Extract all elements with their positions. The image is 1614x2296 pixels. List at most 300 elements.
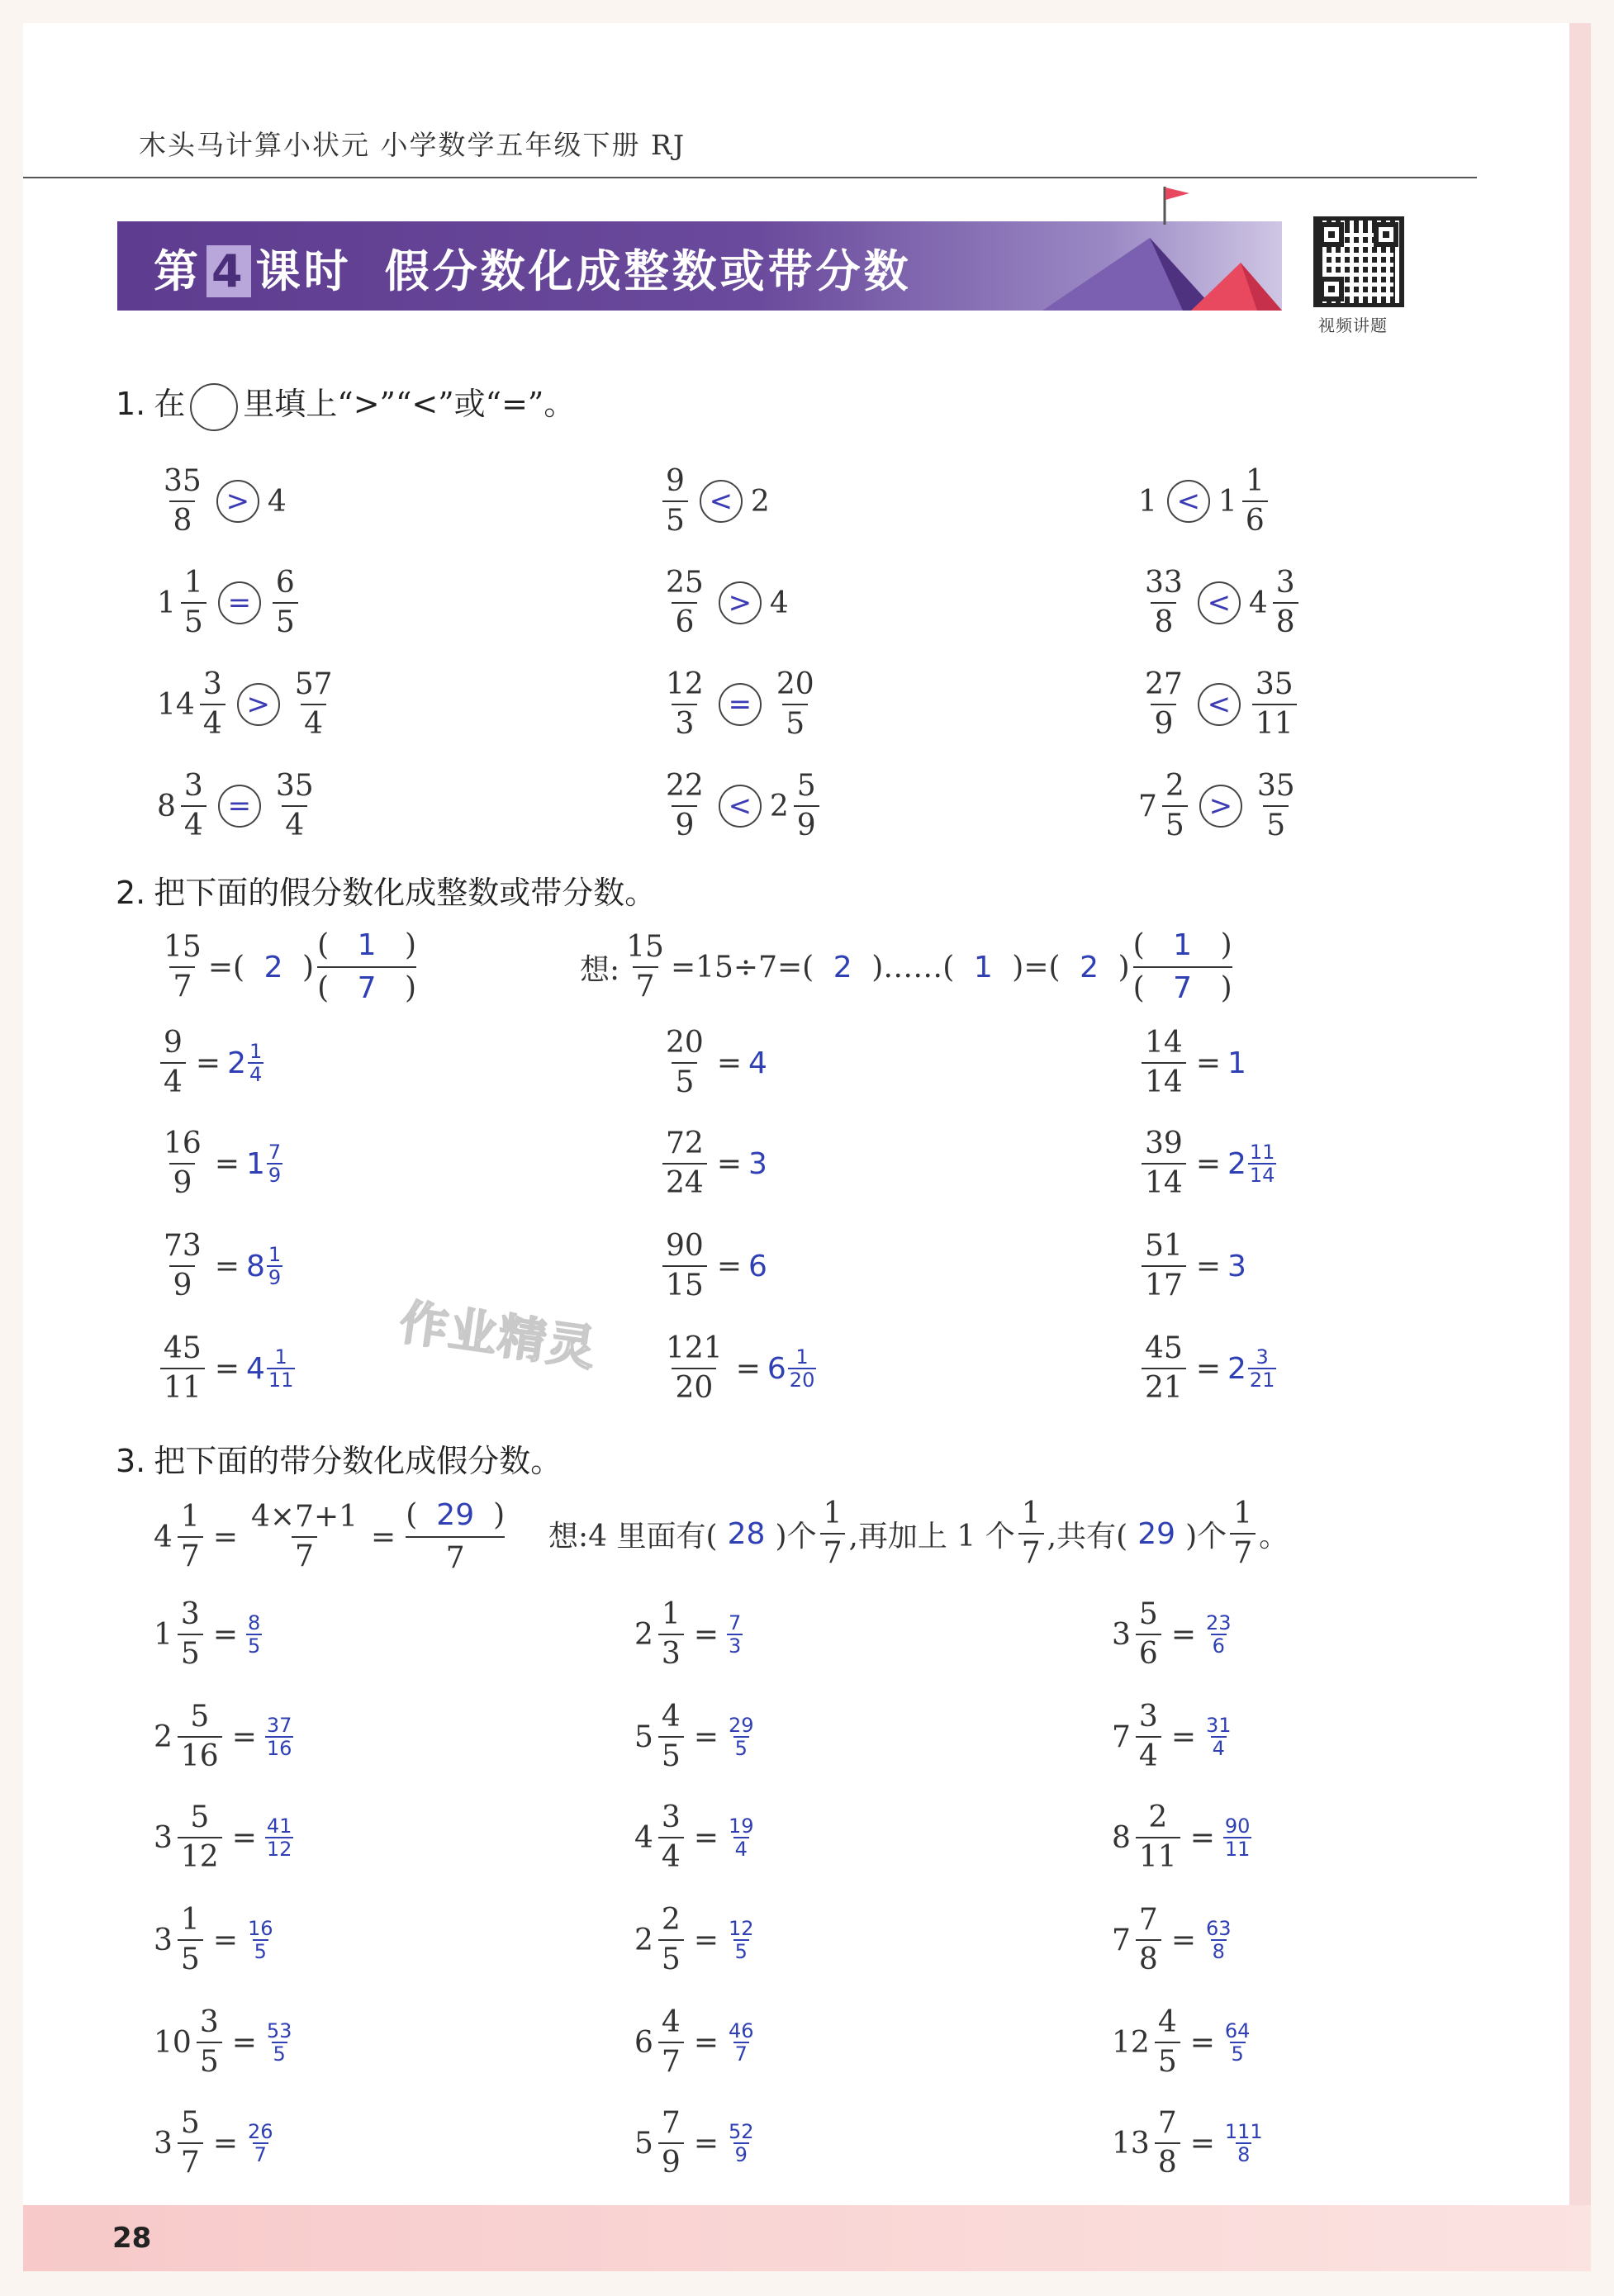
- fraction: [1162, 767, 1188, 845]
- answer-fraction: [246, 1918, 275, 1962]
- denominator: 5: [1162, 805, 1188, 845]
- denominator: 3: [672, 704, 697, 743]
- answer-numerator: 23: [1205, 1611, 1232, 1634]
- answer-denominator: 12: [266, 1838, 292, 1861]
- section-2-example: $\frac{15}{7}$ =( 2 ) ( 1 ) ( 7 ): [157, 925, 420, 1009]
- answer-whole: 6: [748, 1249, 767, 1283]
- answer-numerator: 111: [1224, 2120, 1263, 2143]
- whole-number: 4: [267, 484, 287, 519]
- fraction: [1273, 564, 1298, 642]
- answer-numerator: 90: [1224, 1815, 1251, 1838]
- workbook-page: [23, 23, 1591, 2271]
- equals-sign: =: [1170, 1720, 1196, 1754]
- denominator: 4: [160, 1062, 186, 1102]
- improper-fraction-item: [1138, 1024, 1246, 1102]
- improper-fraction-item: [1138, 1125, 1276, 1203]
- mixed-number-item: [154, 1799, 293, 1876]
- comparison-answer: <: [1198, 581, 1241, 624]
- lesson-suffix: 课时: [255, 245, 352, 297]
- equals-sign: =: [214, 1146, 240, 1181]
- improper-fraction-item: [157, 1227, 282, 1305]
- compare-item: [157, 666, 339, 743]
- lesson-banner: [117, 221, 1282, 311]
- answer-fraction: [1223, 1815, 1252, 1860]
- compare-item: [1138, 767, 1302, 845]
- answer-numerator: 31: [1205, 1714, 1232, 1737]
- denominator: 5: [181, 602, 206, 642]
- answer-fraction: [727, 1715, 756, 1759]
- answer-fraction: [727, 1815, 756, 1860]
- denominator: 3: [658, 1634, 684, 1673]
- numerator: 5: [1138, 1597, 1158, 1631]
- answer-numerator: 19: [728, 1815, 754, 1838]
- section-3-example: 4 $\frac{1}{7}$ = $\frac{4\times 7+1}{7}$ = ( 29 ) 7: [154, 1495, 508, 1579]
- answer-fraction: [727, 2121, 756, 2166]
- denominator: 4: [1136, 1736, 1161, 1776]
- answer-numerator: 1: [268, 1243, 282, 1266]
- fraction: [794, 767, 819, 845]
- whole-number: 5: [634, 1720, 653, 1754]
- compare-item: [1138, 564, 1302, 642]
- answer-denominator: 5: [734, 1737, 748, 1760]
- numerator: 39: [1145, 1127, 1183, 1160]
- equals-sign: =: [214, 1249, 240, 1283]
- compare-item: [659, 767, 823, 845]
- numerator: 20: [666, 1026, 704, 1060]
- fraction: [181, 767, 206, 845]
- improper-fraction-item: [1138, 1227, 1246, 1305]
- denominator: 5: [672, 1062, 697, 1102]
- answer-whole: 4: [245, 1351, 265, 1386]
- mixed-number-item: [154, 2004, 293, 2081]
- fraction: [200, 666, 225, 743]
- denominator: 20: [672, 1368, 716, 1407]
- answer-fraction: [265, 1715, 294, 1759]
- answer-numerator: 52: [728, 2120, 754, 2143]
- whole-number: 12: [1112, 2025, 1150, 2060]
- answer-whole: 8: [245, 1249, 265, 1283]
- comparison-answer: >: [216, 480, 259, 523]
- fraction: [1136, 1596, 1161, 1673]
- equals-sign: =: [212, 1617, 238, 1652]
- numerator: 73: [164, 1229, 202, 1263]
- answer-numerator: 12: [728, 1917, 754, 1940]
- equals-sign: =: [716, 1046, 742, 1080]
- answer-fraction: [727, 1612, 743, 1657]
- fraction: [658, 2004, 684, 2081]
- answer-whole: 2: [1227, 1351, 1246, 1386]
- answer-numerator: 53: [266, 2019, 292, 2042]
- numerator: 12: [666, 667, 704, 701]
- equals-sign: =: [693, 1617, 719, 1652]
- answer-numerator: 11: [1249, 1141, 1275, 1164]
- answer-numerator: 63: [1205, 1917, 1232, 1940]
- section-3-title: 3. 把下面的带分数化成假分数。: [116, 1443, 563, 1479]
- numerator: 121: [666, 1331, 723, 1365]
- denominator: 9: [672, 805, 697, 845]
- denominator: 4: [282, 805, 307, 845]
- fraction: [773, 666, 818, 743]
- whole-number: 7: [1112, 1720, 1131, 1754]
- comparison-answer: <: [719, 785, 762, 828]
- numerator: 16: [164, 1127, 202, 1160]
- answer-numerator: 46: [728, 2019, 754, 2042]
- fraction: [1142, 666, 1186, 743]
- answer-numerator: 64: [1224, 2019, 1251, 2042]
- whole-number: 2: [750, 484, 770, 519]
- fraction: [1142, 1125, 1186, 1203]
- compare-item: [1138, 666, 1300, 743]
- fraction: [658, 1698, 684, 1776]
- improper-fraction-item: [659, 1330, 816, 1407]
- numerator: 5: [190, 1800, 210, 1834]
- lesson-prefix: 第: [154, 245, 202, 297]
- comparison-answer: >: [1199, 785, 1242, 828]
- equals-sign: =: [212, 1923, 238, 1957]
- mixed-number-item: [1112, 2004, 1251, 2081]
- denominator: 17: [1142, 1265, 1186, 1305]
- answer-fraction: [246, 1612, 262, 1657]
- comparison-answer: >: [719, 581, 762, 624]
- denominator: 7: [658, 2042, 684, 2081]
- lesson-topic: 假分数化成整数或带分数: [384, 245, 912, 297]
- denominator: 7: [178, 2142, 203, 2182]
- fraction: [160, 1330, 205, 1407]
- answer-denominator: 5: [734, 1940, 748, 1963]
- denominator: 4: [200, 704, 225, 743]
- answer-denominator: 6: [1212, 1634, 1225, 1658]
- denominator: 5: [197, 2042, 222, 2081]
- fraction: [197, 2004, 222, 2081]
- denominator: 14: [1142, 1163, 1186, 1203]
- answer-numerator: 7: [728, 1611, 742, 1634]
- fraction: [662, 1227, 707, 1305]
- section-2-think: 想: $\frac{15}{7}$ =15÷7=( 2 )……( 1 )=( 2 ) ( 1 ) ( 7 ): [580, 925, 1236, 1009]
- equals-sign: =: [1189, 2025, 1215, 2060]
- answer-whole: 6: [767, 1351, 786, 1386]
- qr-code-icon[interactable]: [1313, 216, 1404, 307]
- denominator: 5: [178, 1634, 203, 1673]
- numerator: 3: [202, 667, 222, 701]
- whole-number: 4: [634, 1820, 653, 1855]
- improper-fraction-item: [1138, 1330, 1276, 1407]
- answer-fraction: [1248, 1346, 1277, 1391]
- answer-fraction: [246, 2121, 275, 2166]
- numerator: 3: [1138, 1700, 1158, 1734]
- improper-fraction-item: [659, 1125, 767, 1203]
- numerator: 35: [1256, 769, 1295, 803]
- answer-denominator: 4: [1212, 1737, 1225, 1760]
- watermark: 作业精灵: [396, 1293, 601, 1378]
- whole-number: 3: [1112, 1617, 1131, 1652]
- equals-sign: =: [1195, 1249, 1221, 1283]
- whole-number: 1: [157, 586, 176, 620]
- fraction: [178, 1698, 222, 1776]
- comparison-answer: <: [1198, 683, 1241, 726]
- mixed-number-item: [634, 1901, 756, 1979]
- denominator: 6: [1242, 500, 1268, 540]
- numerator: 72: [666, 1127, 704, 1160]
- page-edge-strip: [1569, 23, 1591, 2271]
- numerator: 9: [164, 1026, 183, 1060]
- denominator: 11: [1252, 704, 1297, 743]
- numerator: 3: [183, 769, 203, 803]
- denominator: 14: [1142, 1062, 1186, 1102]
- numerator: 5: [796, 769, 816, 803]
- section-3-think: 想:4 里面有( 28 )个 $\frac{1}{7}$ ,再加上 1 个 $\frac{1}{7}$ ,共有( 29 )个 $\frac{1}{7}$ 。: [548, 1495, 1289, 1573]
- answer-denominator: 11: [1224, 1838, 1251, 1861]
- whole-number: 7: [1112, 1923, 1131, 1957]
- answer-fraction: [1204, 1918, 1233, 1962]
- denominator: 6: [1136, 1634, 1161, 1673]
- fraction: [1142, 1330, 1186, 1407]
- numerator: 20: [776, 667, 814, 701]
- mixed-number-item: [1112, 1698, 1233, 1776]
- mixed-number-item: [634, 2004, 756, 2081]
- fraction: [178, 2104, 203, 2182]
- whole-number: 2: [634, 1617, 653, 1652]
- improper-fraction-item: [659, 1227, 767, 1305]
- answer-denominator: 8: [1212, 1940, 1225, 1963]
- answer-whole: 2: [227, 1046, 246, 1080]
- denominator: 9: [169, 1163, 195, 1203]
- whole-number: 3: [154, 2126, 173, 2161]
- numerator: 4: [661, 1700, 681, 1734]
- improper-fraction-item: [659, 1024, 767, 1102]
- comparison-answer: <: [1167, 480, 1210, 523]
- denominator: 5: [1155, 2042, 1180, 2081]
- denominator: 11: [1136, 1837, 1180, 1876]
- answer-fraction: [788, 1346, 817, 1391]
- answer-fraction: [1204, 1715, 1233, 1759]
- numerator: 7: [1157, 2106, 1177, 2140]
- fraction: [658, 1799, 684, 1876]
- answer-fraction: [727, 1918, 756, 1962]
- footer-band: [23, 2205, 1591, 2271]
- answer-denominator: 5: [254, 1940, 267, 1963]
- header-rule: [23, 177, 1477, 178]
- fraction: [1155, 2004, 1180, 2081]
- numerator: 3: [661, 1800, 681, 1834]
- fraction: [160, 1125, 205, 1203]
- compare-item: [659, 666, 821, 743]
- fraction: [1155, 2104, 1180, 2182]
- denominator: 9: [794, 805, 819, 845]
- fraction: [1142, 1024, 1186, 1102]
- denominator: 15: [662, 1265, 707, 1305]
- mixed-number-item: [634, 1698, 756, 1776]
- numerator: 3: [199, 2005, 219, 2039]
- fraction: [658, 1901, 684, 1979]
- answer-denominator: 9: [734, 2143, 748, 2166]
- equals-sign: =: [1195, 1046, 1221, 1080]
- numerator: 4: [1157, 2005, 1177, 2039]
- numerator: 27: [1145, 667, 1183, 701]
- denominator: 5: [662, 500, 688, 540]
- whole-number: 5: [634, 2126, 653, 2161]
- denominator: 4: [658, 1837, 684, 1876]
- answer-denominator: 7: [254, 2143, 267, 2166]
- answer-denominator: 20: [789, 1369, 815, 1392]
- fraction: [178, 1901, 203, 1979]
- answer-denominator: 3: [728, 1634, 742, 1658]
- fraction: [273, 767, 317, 845]
- equals-sign: =: [1170, 1617, 1196, 1652]
- numerator: 5: [190, 1700, 210, 1734]
- numerator: 45: [1145, 1331, 1183, 1365]
- numerator: 45: [164, 1331, 202, 1365]
- answer-fraction: [267, 1346, 296, 1391]
- denominator: 6: [672, 602, 697, 642]
- numerator: 14: [1145, 1026, 1183, 1060]
- fraction: [273, 564, 298, 642]
- denominator: 5: [273, 602, 298, 642]
- mixed-number-item: [1112, 1799, 1251, 1876]
- whole-number: 7: [1138, 789, 1157, 823]
- equals-sign: =: [693, 2025, 719, 2060]
- whole-number: 1: [1218, 484, 1237, 519]
- numerator: 7: [1138, 1903, 1158, 1937]
- section-2-title: 2. 把下面的假分数化成整数或带分数。: [116, 875, 657, 911]
- denominator: 9: [658, 2142, 684, 2182]
- running-head: 木头马计算小状元 小学数学五年级下册 RJ: [139, 129, 686, 161]
- equals-sign: =: [693, 1923, 719, 1957]
- answer-numerator: 16: [247, 1917, 273, 1940]
- fraction: [178, 1799, 222, 1876]
- numerator: 2: [1165, 769, 1184, 803]
- equals-sign: =: [212, 2126, 238, 2161]
- improper-fraction-item: [157, 1125, 282, 1203]
- fraction: [1242, 463, 1268, 540]
- lesson-title: [154, 236, 912, 300]
- fraction: [662, 564, 707, 642]
- answer-fraction: [1223, 2121, 1265, 2166]
- fraction: [662, 767, 707, 845]
- numerator: 3: [1275, 566, 1295, 600]
- answer-denominator: 5: [1231, 2042, 1244, 2066]
- answer-numerator: 1: [249, 1040, 263, 1063]
- denominator: 5: [782, 704, 808, 743]
- answer-denominator: 11: [268, 1369, 294, 1392]
- mixed-number-item: [1112, 1901, 1233, 1979]
- denominator: 9: [169, 1265, 195, 1305]
- mixed-number-item: [154, 1698, 293, 1776]
- whole-number: 8: [157, 789, 176, 823]
- improper-fraction-item: [157, 1330, 295, 1407]
- answer-fraction: [248, 1041, 263, 1085]
- comparison-answer: <: [700, 480, 743, 523]
- denominator: 12: [178, 1837, 222, 1876]
- fraction: [658, 2104, 684, 2182]
- fraction: [1142, 564, 1186, 642]
- answer-whole: 2: [1227, 1146, 1246, 1181]
- answer-denominator: 8: [1237, 2143, 1251, 2166]
- denominator: 24: [662, 1163, 707, 1203]
- comparison-answer: =: [218, 581, 261, 624]
- improper-fraction-item: [157, 1024, 263, 1102]
- section-1-title: 1. 在 里填上“>”“<”或“=”。: [116, 378, 575, 431]
- fraction: [1142, 1227, 1186, 1305]
- whole-number: 2: [154, 1720, 173, 1754]
- numerator: 3: [180, 1597, 200, 1631]
- numerator: 1: [180, 1903, 200, 1937]
- numerator: 51: [1145, 1229, 1183, 1263]
- mixed-number-item: [154, 1596, 262, 1673]
- denominator: 16: [178, 1736, 222, 1776]
- whole-number: 2: [634, 1923, 653, 1957]
- compare-item: [157, 463, 288, 540]
- numerator: 1: [661, 1597, 681, 1631]
- numerator: 4: [661, 2005, 681, 2039]
- fraction: [662, 463, 688, 540]
- numerator: 25: [666, 566, 704, 600]
- whole-number: 3: [154, 1923, 173, 1957]
- equals-sign: =: [231, 1820, 257, 1855]
- numerator: 1: [1245, 464, 1265, 498]
- fraction: [658, 1596, 684, 1673]
- numerator: 7: [661, 2106, 681, 2140]
- answer-numerator: 7: [268, 1141, 282, 1164]
- mixed-number-item: [154, 1901, 275, 1979]
- comparison-answer: >: [237, 683, 280, 726]
- numerator: 33: [1145, 566, 1183, 600]
- comparison-answer: =: [218, 785, 261, 828]
- answer-fraction: [1248, 1141, 1277, 1186]
- answer-numerator: 26: [247, 2120, 273, 2143]
- denominator: 21: [1142, 1368, 1186, 1407]
- whole-number: 10: [154, 2025, 192, 2060]
- answer-denominator: 4: [249, 1063, 263, 1086]
- answer-numerator: 1: [274, 1345, 287, 1369]
- equals-sign: =: [693, 1720, 719, 1754]
- fraction: [1254, 767, 1298, 845]
- fraction: [1136, 1799, 1180, 1876]
- fraction: [1252, 666, 1297, 743]
- answer-numerator: 37: [266, 1714, 292, 1737]
- whole-number: 2: [769, 789, 789, 823]
- fraction: [178, 1596, 203, 1673]
- whole-number: 8: [1112, 1820, 1131, 1855]
- numerator: 2: [1148, 1800, 1168, 1834]
- answer-numerator: 29: [728, 1714, 754, 1737]
- fraction: [662, 666, 707, 743]
- answer-whole: 1: [1227, 1046, 1246, 1080]
- equals-sign: =: [693, 2126, 719, 2161]
- numerator: 1: [183, 566, 203, 600]
- fraction: [160, 463, 205, 540]
- answer-denominator: 5: [247, 1634, 261, 1658]
- answer-numerator: 41: [266, 1815, 292, 1838]
- mixed-number-item: [154, 2104, 275, 2182]
- denominator: 8: [1273, 602, 1298, 642]
- answer-whole: 4: [748, 1046, 767, 1080]
- answer-denominator: 7: [734, 2042, 748, 2066]
- equals-sign: =: [214, 1351, 240, 1386]
- denominator: 8: [1151, 602, 1176, 642]
- answer-fraction: [727, 2020, 756, 2065]
- compare-item: [157, 564, 301, 642]
- whole-number: 1: [154, 1617, 173, 1652]
- answer-numerator: 3: [1256, 1345, 1269, 1369]
- answer-denominator: 9: [268, 1164, 282, 1187]
- equals-sign: =: [1195, 1351, 1221, 1386]
- equals-sign: =: [716, 1249, 742, 1283]
- numerator: 22: [666, 769, 704, 803]
- equals-sign: =: [1189, 2126, 1215, 2161]
- mixed-number-item: [1112, 2104, 1265, 2182]
- qr-caption: 视频讲题: [1318, 315, 1388, 335]
- numerator: 5: [180, 2106, 200, 2140]
